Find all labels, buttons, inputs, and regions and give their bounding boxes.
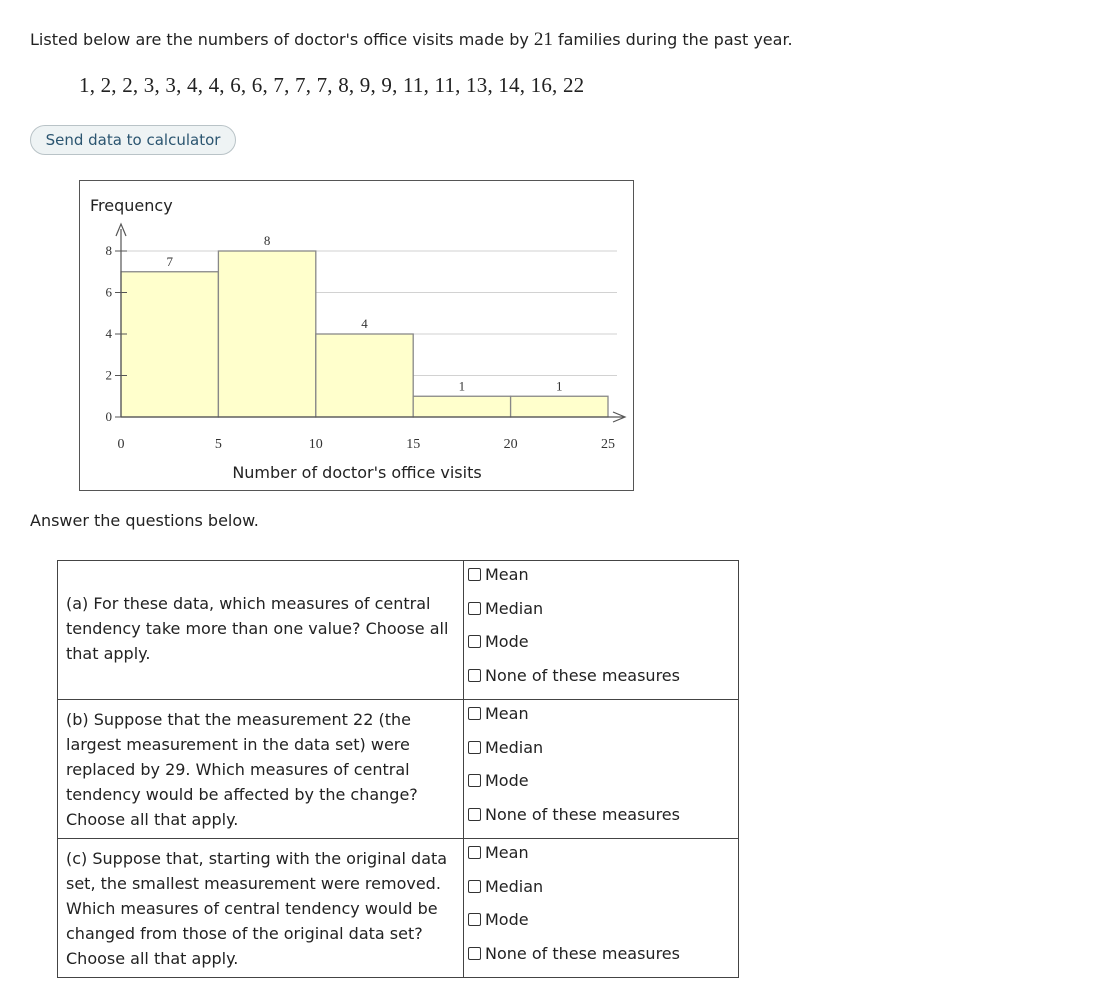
option-a-median[interactable] [468, 599, 734, 633]
question-cell-a [58, 561, 464, 700]
question-c-text: (c) Suppose that, starting with the original data set, the smallest measurement were removed. Which measures of central tendency would be changed from those of the original data set? Choose all that apply. [66, 849, 448, 968]
option-c-mean[interactable] [468, 843, 734, 877]
x-tick-label: 10 [308, 437, 323, 452]
answer-title: Answer the questions below. [30, 511, 259, 530]
option-label: Mean [485, 565, 529, 584]
histogram-bar [218, 251, 315, 417]
options-cell-b [464, 700, 739, 839]
option-c-none[interactable] [468, 944, 734, 978]
y-tick-label: 6 [105, 284, 112, 300]
bar-data-label: 1 [556, 378, 563, 394]
checkbox[interactable] [468, 635, 481, 648]
options-b [464, 700, 738, 838]
data-set: 1, 2, 2, 3, 3, 4, 4, 6, 6, 7, 7, 7, 8, 9, 9, 11, 11, 13, 14, 16, 22 [79, 73, 585, 97]
checkbox[interactable] [468, 669, 481, 682]
checkbox[interactable] [468, 774, 481, 787]
y-axis-title: Frequency [90, 196, 173, 215]
send-data-to-calculator-button[interactable]: Send data to calculator [30, 125, 236, 155]
checkbox[interactable] [468, 947, 481, 960]
checkbox[interactable] [468, 808, 481, 821]
x-axis-title: Number of doctor's office visits [232, 463, 482, 482]
x-tick-label: 25 [601, 437, 615, 452]
y-tick-label: 0 [105, 409, 112, 424]
question-cell-c [58, 839, 464, 978]
x-tick-label: 20 [503, 437, 518, 452]
option-label: Mean [485, 704, 529, 723]
y-tick-label: 2 [105, 367, 112, 383]
x-tick-label: 0 [117, 437, 125, 452]
question-row-a [58, 561, 739, 700]
option-label: None of these measures [485, 943, 680, 963]
bar-data-label: 4 [361, 316, 368, 331]
option-c-mode[interactable] [468, 910, 734, 944]
option-a-mean[interactable] [468, 565, 734, 599]
bar-data-label: 1 [458, 378, 466, 394]
histogram-chart [79, 180, 634, 491]
checkbox[interactable] [468, 568, 481, 581]
option-c-median[interactable] [468, 877, 734, 911]
options-a [464, 561, 738, 699]
option-label: None of these measures [485, 804, 680, 824]
option-label: Median [485, 737, 544, 757]
checkbox[interactable] [468, 913, 481, 926]
checkbox[interactable] [468, 846, 481, 859]
option-a-mode[interactable] [468, 632, 734, 666]
histogram-bar [121, 272, 218, 417]
options-c [464, 839, 738, 977]
checkbox[interactable] [468, 741, 481, 754]
histogram-bar [511, 396, 608, 417]
question-b-text: (b) Suppose that the measurement 22 (the largest measurement in the data set) were replaced by 29. Which measures of central tendency would be affected by the change? Choose all that apply. [66, 710, 418, 829]
option-label: None of these measures [485, 665, 680, 685]
checkbox[interactable] [468, 707, 481, 720]
option-label: Mode [485, 632, 529, 651]
option-b-mean[interactable] [468, 704, 734, 738]
option-b-mode[interactable] [468, 771, 734, 805]
question-row-b [58, 700, 739, 839]
y-tick-label: 4 [105, 326, 112, 341]
question-cell-b [58, 700, 464, 839]
checkbox[interactable] [468, 880, 481, 893]
checkbox[interactable] [468, 602, 481, 615]
histogram-bar [413, 396, 510, 417]
bar-data-label: 7 [166, 253, 173, 269]
option-a-none[interactable] [468, 666, 734, 700]
intro-text [30, 29, 793, 51]
histogram-svg [80, 181, 635, 492]
x-tick-label: 5 [214, 437, 222, 452]
questions-table [57, 560, 739, 978]
option-label: Mode [485, 910, 529, 929]
histogram-bar [316, 334, 413, 417]
intro-before: Listed below are the numbers of doctor's office visits made by [30, 30, 534, 49]
question-row-c [58, 839, 739, 978]
option-label: Mode [485, 771, 529, 790]
options-cell-c [464, 839, 739, 978]
bar-data-label: 8 [263, 233, 271, 248]
x-tick-label: 15 [406, 437, 421, 452]
y-tick-label: 8 [105, 243, 112, 258]
options-cell-a [464, 561, 739, 700]
option-b-none[interactable] [468, 805, 734, 839]
intro-after: families during the past year. [552, 30, 793, 49]
question-a-text: (a) For these data, which measures of central tendency take more than one value? Choose all that apply. [66, 594, 449, 663]
option-label: Median [485, 876, 544, 896]
family-count: 21 [533, 29, 553, 50]
option-label: Median [485, 598, 544, 618]
option-label: Mean [485, 843, 529, 862]
option-b-median[interactable] [468, 738, 734, 772]
